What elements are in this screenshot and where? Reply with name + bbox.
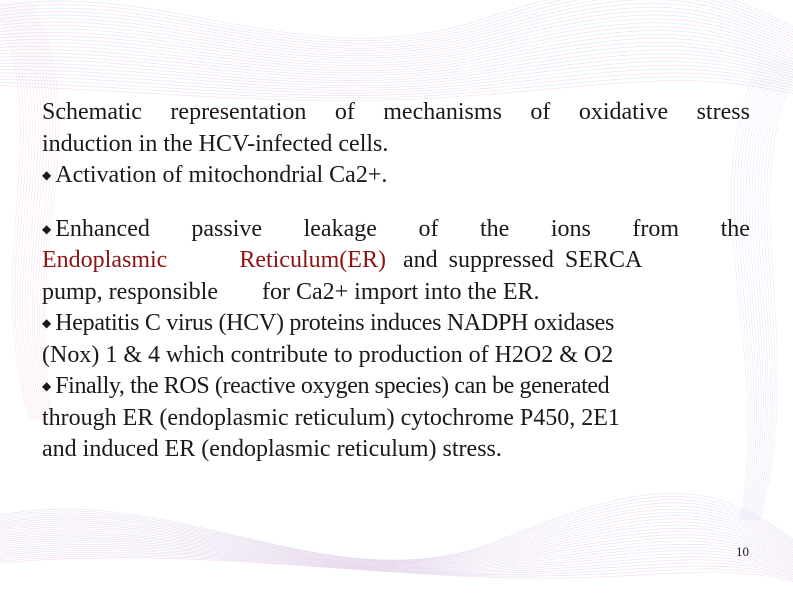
title-word: of — [334, 99, 355, 125]
title-word: oxidative — [578, 99, 669, 125]
title-line-2: induction in the HCV-infected cells. — [42, 130, 389, 157]
bullet-2-word: passive — [191, 215, 263, 242]
bullet-2-word: the — [479, 215, 510, 242]
diamond-bullet-icon: ◆ — [42, 379, 52, 393]
er-term-endoplasmic: Endoplasmic — [42, 247, 168, 273]
bullet-2-line-3: pump, responsible for Ca2+ import into the ER. — [42, 278, 540, 305]
bullet-2-line-1 — [42, 214, 750, 246]
title-line-1 — [42, 97, 750, 129]
title-word: representation — [170, 99, 307, 125]
diamond-bullet-icon: ◆ — [42, 221, 52, 236]
bullet-2-word: leakage — [303, 215, 377, 242]
diamond-bullet-icon: ◆ — [42, 168, 52, 182]
bullet-2-line-2-rest: and suppressed SERCA — [402, 247, 643, 273]
title-word: Schematic — [42, 99, 142, 125]
bullet-4-line-3: and induced ER (endoplasmic reticulum) stress. — [42, 436, 502, 462]
bullet-1 — [42, 160, 750, 192]
bullet-1-text: Activation of mitochondrial Ca2+. — [55, 162, 388, 188]
title-word: mechanisms — [383, 99, 502, 125]
bullet-2-word: of — [418, 215, 439, 242]
bullet-2-first: ◆ Enhanced — [42, 215, 150, 242]
bullet-4-line-2: through ER (endoplasmic reticulum) cytochrome P450, 2E1 — [42, 404, 620, 431]
title-word: of — [530, 99, 551, 125]
page-number: 10 — [736, 544, 749, 559]
bullet-2-line-2 — [42, 245, 750, 277]
diamond-bullet-icon: ◆ — [42, 316, 52, 330]
slide-body — [42, 97, 750, 466]
er-term-reticulum: Reticulum(ER) — [239, 247, 386, 273]
bullet-2-word: the — [720, 215, 750, 242]
bullet-2-word: from — [632, 215, 680, 242]
bullet-3-line-2: (Nox) 1 & 4 which contribute to production of H2O2 & O2 — [42, 341, 614, 368]
bullet-3-line-1: ◆ Hepatitis C virus (HCV) proteins induces NADPH oxidases — [42, 310, 615, 336]
title-word: stress — [696, 99, 750, 125]
bullet-4-line-1: ◆ Finally, the ROS (reactive oxygen species) can be generated — [42, 373, 610, 399]
bullet-2-word: ions — [550, 215, 591, 242]
